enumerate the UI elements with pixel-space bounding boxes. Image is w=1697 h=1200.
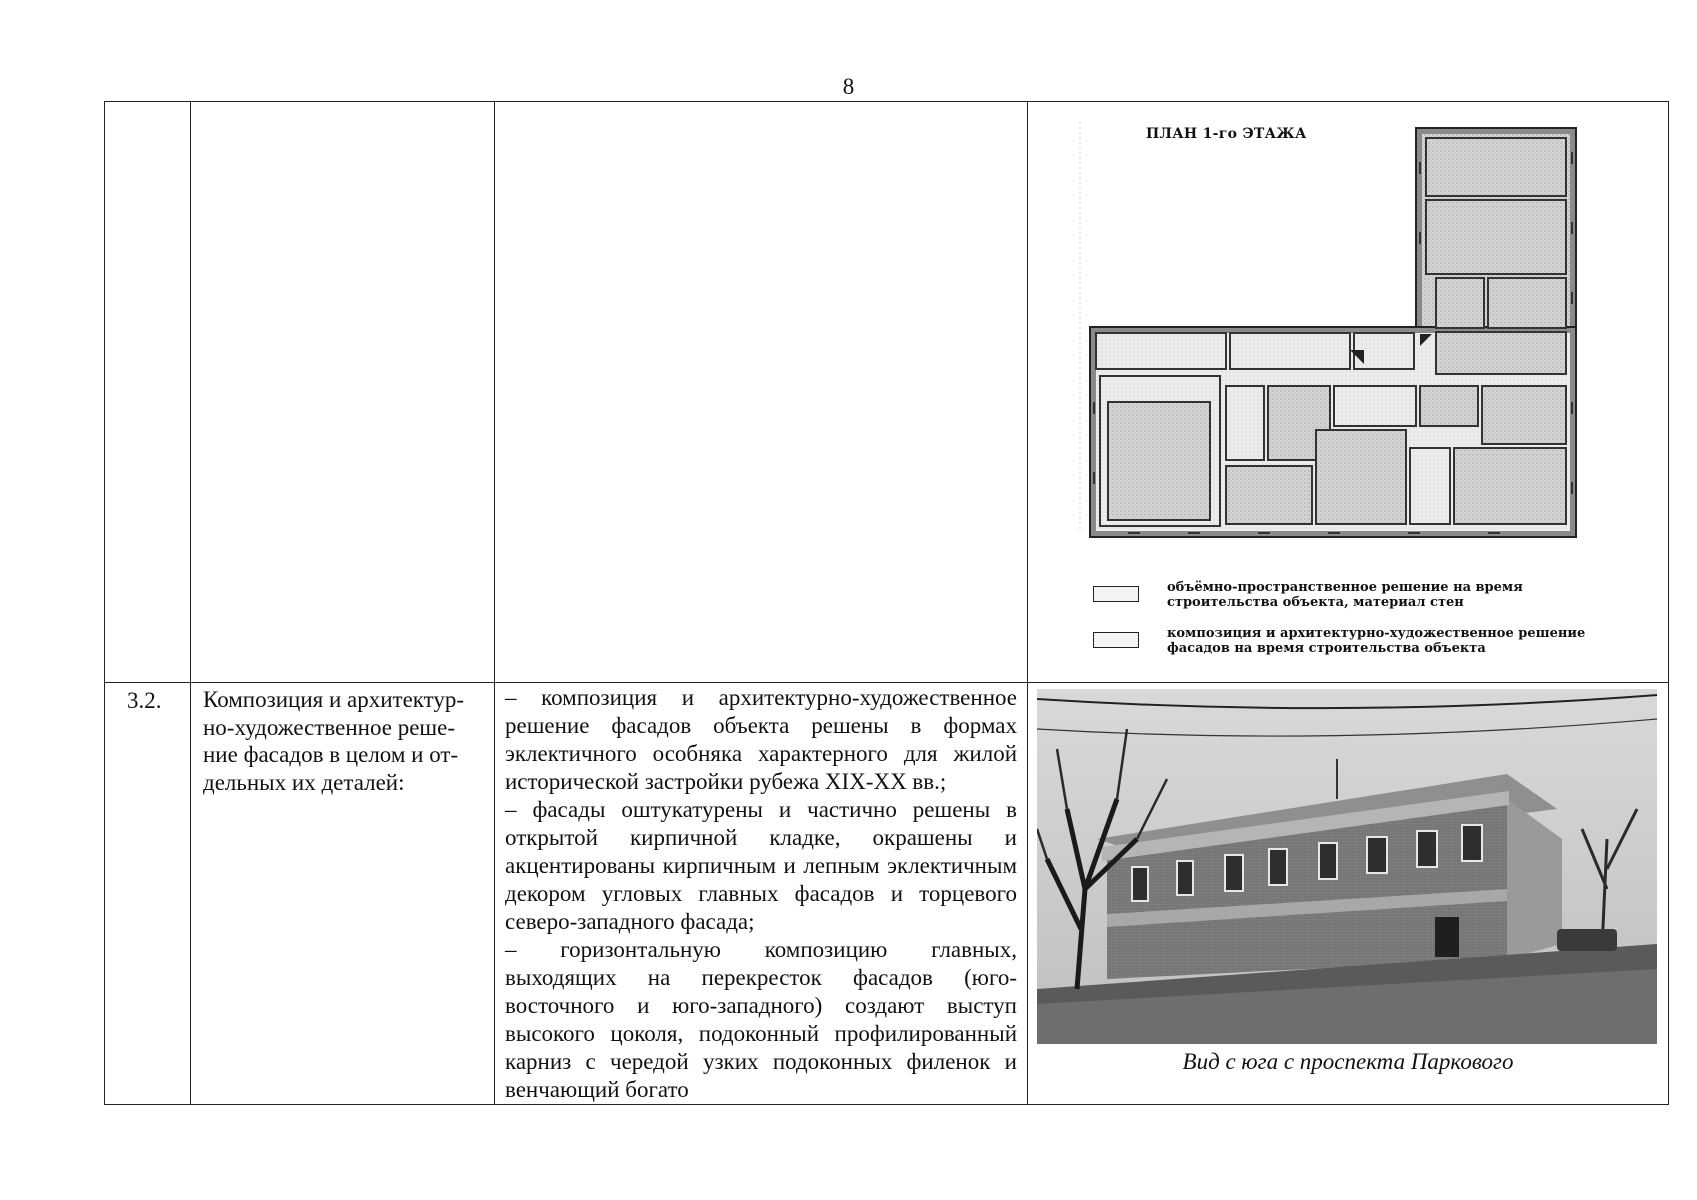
- empty-cell: [105, 102, 191, 683]
- document-table: [104, 101, 1669, 1105]
- building-photo: [1037, 689, 1657, 1044]
- legend-swatch: [1093, 632, 1139, 648]
- floor-plan-cell: [1028, 102, 1669, 683]
- description-paragraph: – фасады оштукатурены и частично решены в открытой кирпичной кладке, окрашены и акцентированы кирпичным и лепным эклектичным декором угловых главных фасадов и торцевого северо-западного фасада;: [505, 797, 1017, 934]
- description-paragraph: – композиция и архитектурно-художественное решение фасадов объекта решены в формах эклектичного особняка характерного для жилой исторической застройки рубежа XIX-XX вв.;: [505, 685, 1017, 794]
- legend-item: [1093, 580, 1637, 610]
- table-row: [105, 683, 1669, 1105]
- legend-text: объёмно-пространственное решение на время строительства объекта, материал стен: [1167, 580, 1523, 610]
- table-row: [105, 102, 1669, 683]
- plan-title: ПЛАН 1-го ЭТАЖА: [1146, 126, 1307, 142]
- photo-caption: Вид с юга с проспекта Паркового: [1182, 1049, 1514, 1074]
- photo-cell: [1028, 683, 1669, 1105]
- row-description: [495, 683, 1028, 1105]
- page-number: 8: [842, 74, 855, 99]
- legend-item: [1093, 626, 1637, 656]
- row-title: Композиция и архитектур-но-художественное реше-ние фасадов в целом и от-дельных их деталей:: [191, 683, 495, 1105]
- legend-swatch: [1093, 586, 1139, 602]
- row-number: 3.2.: [105, 683, 191, 1105]
- description-paragraph: – горизонтальную композицию главных, выходящих на перекресток фасадов (юго-восточного и юго-западного) создают выступ высокого цоколя, подоконный профилированный карниз с чередой узких подоконных филенок и венчающий богато: [505, 937, 1017, 1102]
- empty-cell: [495, 102, 1028, 683]
- empty-cell: [191, 102, 495, 683]
- legend-text: композиция и архитектурно-художественное решение фасадов на время строительства объекта: [1167, 626, 1586, 656]
